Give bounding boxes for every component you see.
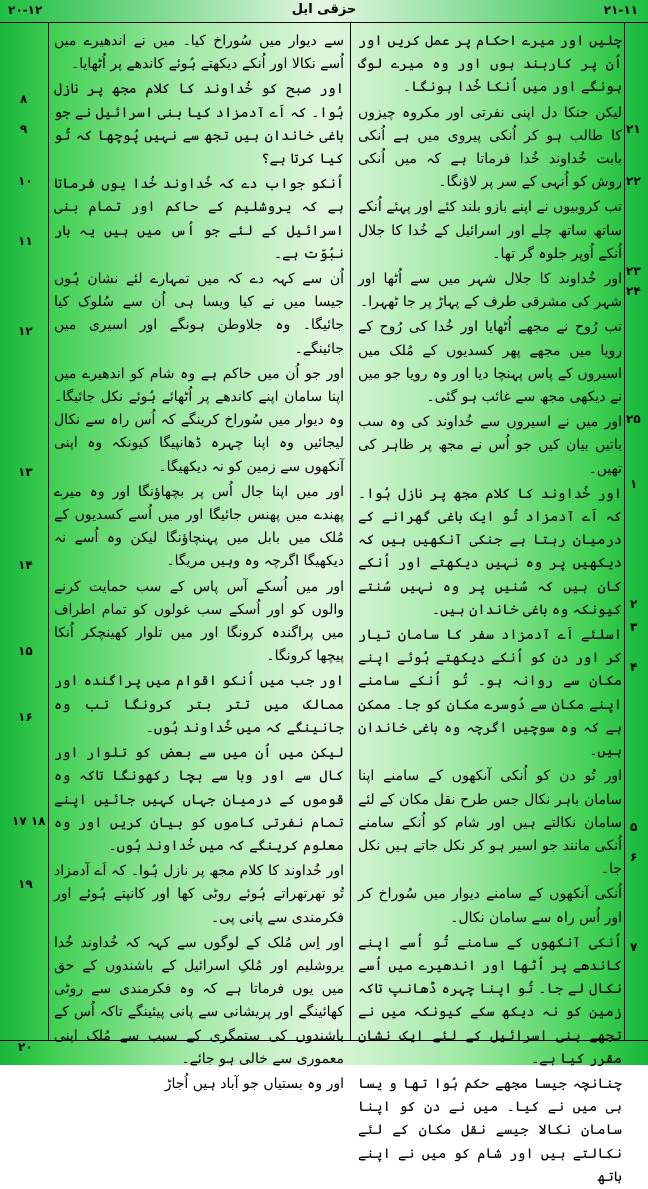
left-text-column (54, 30, 344, 1092)
chapter-range-right: ۲۱-۱۱ (603, 3, 638, 17)
chapter-range-left: ۲۰-۱۲ (8, 3, 43, 17)
book-title: حزقی ایل (291, 2, 357, 17)
verse-paragraph: اور خُداوند کا جلال شہر میں سے اُٹھا اور شہر کی مشرقی طرف کے پہاڑ پر جا ٹھہرا۔ (358, 271, 622, 311)
verse-number: ۴ (630, 660, 638, 674)
verse-paragraph: اور وہ بستیاں جو آباد ہیں اُجاڑ (164, 1075, 344, 1092)
verse-number: ۱۰ (18, 174, 33, 188)
verse-paragraph: اسلئے اَے آدمزاد سفر کا سامان تیار کر اور دن کو اُنکے دیکھتے ہُوئے اپنے مکان سے روانہ ہو۔ تُو اُنکے سامنے اپنے مکان سے دُوسرے مکان کو جا۔ ممکن ہے کہ وہ سوچیں اگرچہ وہ باغی خاندان ہیں۔ (358, 627, 622, 760)
verse-paragraph: تب کروبیوں نے اپنے بازو بلند کئے اور پہئے اُنکے ساتھ ساتھ چلے اور اسرائیل کے خُدا کا جلال اُنکے اُوپر جلوہ گر تھا۔ (358, 199, 622, 262)
verse-number: ۲۴ (626, 284, 641, 298)
verse-number: ۱ (630, 477, 638, 491)
verse-number: ۹ (20, 122, 28, 136)
verse-paragraph: لیکن جنکا دل اپنی نفرتی اور مکروہ چیزوں کا طالب ہو کر اُنکی پیروی میں ہے اُنکی بابت خُداوند خُدا فرماتا ہے کہ میں اُنکی روش کو اُنہی کے سر پر لاؤنگا۔ (358, 104, 622, 191)
verse-number: ۱۲ (18, 324, 33, 338)
verse-paragraph: اور جو اُن میں حاکم ہے وہ شام کو اندھیرے میں اپنا سامان اپنے کاندھے پر اُٹھائے ہُوئے نکل جائیگا۔ وہ دیوار میں سُوراخ کرینگے کہ اُس راہ سے نکال لیجائیں وہ اپنا چہرہ ڈھانپیگا کیونکہ وہ اپنی آنکھوں سے زمین کو نہ دیکھیگا۔ (54, 365, 344, 475)
verse-number: ۲ (630, 597, 638, 611)
verse-number: ۱۵ (18, 644, 33, 658)
verse-paragraph: اُنکی آنکھوں کے سامنے تُو اُسے اپنے کاندھے پر اُٹھا اور اندھیرے میں اُسے نکال لے جا۔ تُو اپنا چہرہ ڈھانپ تاکہ زمین کو نہ دیکھ سکے کیونکہ میں نے تجھے بنی اسرائیل کے لئے ایک نشان مقرر کیا ہے۔ (358, 934, 622, 1067)
column-rule-outer-left (48, 22, 49, 1041)
verse-paragraph: اور تُو دن کو اُنکی آنکھوں کے سامنے اپنا سامان باہر نکال جس طرح نقل مکان کے لئے سامان نکالتے ہیں اور شام کو اُنکے سامنے اُنکی مانند جو اسیر ہو کر نکل جاتے ہیں نکل جا۔ (358, 768, 622, 878)
verse-paragraph: اور میں اُسکے آس پاس کے سب حمایت کرنے والوں کو اور اُسکے سب غولوں کو تمام اطراف میں پراگندہ کرونگا اور میں تلوار کھینچکر اُنکا پیچھا کرونگا۔ (54, 578, 344, 665)
verse-paragraph: سے دیوار میں سُوراخ کیا۔ میں نے اندھیرے میں اُسے نکالا اور اُنکے دیکھتے ہُوئے کاندھے پر اُٹھایا۔ (54, 33, 344, 73)
verse-paragraph: اور خُداوند کا کلام مجھ پر نازل ہُوا۔ کہ اَے آدمزاد تُو تھرتھراتے ہُوئے روٹی کھا اور کانپتے ہُوئے اور فکرمندی سے پانی پی۔ (54, 863, 344, 926)
verse-number: ۲۲ (626, 174, 641, 188)
verse-paragraph: اُن سے کہہ دے کہ میں تمہارے لئے نشان ہُوں جیسا میں نے کیا ویسا ہی اُن سے سُلوک کیا جائیگا۔ وہ جلاوطن ہونگے اور اسیری میں جائینگے۔ (54, 271, 344, 357)
column-rule-outer-right (624, 22, 625, 1041)
verse-paragraph: اور اِس مُلک کے لوگوں سے کہہ کہ خُداوند خُدا یروشلیم اور مُلکِ اسرائیل کے باشندوں کے حق میں یوں فرماتا ہے کہ وہ فکرمندی سے روٹی کھائینگے اور پریشانی سے پانی پیئینگے تاکہ اُس کے باشندوں کی ستمگری کے سبب سے مُلک اپنی معموری سے خالی ہو جائے۔ (54, 934, 344, 1067)
verse-paragraph: اور خُداوند کا کلام مجھ پر نازل ہُوا۔ کہ اَے آدمزاد تُو ایک باغی گھرانے کے درمیان رہتا ہے جنکی آنکھیں ہیں کہ دیکھیں پر وہ نہیں دیکھتے اور اُنکے کان ہیں کہ سُنیں پر وہ نہیں سُنتے کیونکہ وہ باغی خاندان ہیں۔ (358, 485, 622, 618)
verse-paragraph: اور جب میں اُنکو اقوام میں پراگندہ اور ممالک میں تتر بتر کرونگا تب وہ جانینگے کہ میں خُداوند ہُوں۔ (54, 673, 344, 736)
verse-number: ۳ (630, 620, 638, 634)
verse-number: ۲۰ (18, 1040, 33, 1054)
column-rule-center (350, 22, 351, 1041)
verse-number: ۱۱ (18, 234, 33, 248)
right-text-column (358, 30, 622, 1185)
verse-paragraph: اُنکو جواب دے کہ خُداوند خُدا یوں فرماتا ہے کہ یروشلیم کے حاکم اور تمام بنی اسرائیل کے لئے جو اُس میں ہیں یہ بار نبُوّت ہے۔ (54, 176, 344, 262)
verse-paragraph: لیکن میں اُن میں سے بعض کو تلوار اور کال سے اور وبا سے بچا رکھونگا تاکہ وہ قوموں کے درمیان جہاں کہیں جائیں اپنے تمام نفرتی کاموں کو بیان کریں اور وہ معلوم کرینگے کہ میں خُداوند ہُوں۔ (54, 745, 344, 854)
verse-number: ۵ (630, 820, 638, 834)
verse-paragraph: چنانچہ جیسا مجھے حکم ہُوا تھا و یسا ہی میں نے کیا۔ میں نے دن کو اپنا سامان نکالا جیسے نقل مکان کے لئے نکالتے ہیں اور شام کو میں نے اپنے ہاتھ (358, 1075, 622, 1185)
verse-number: ۲۱ (626, 122, 641, 136)
verse-paragraph: اُنکی آنکھوں کے سامنے دیوار میں سُوراخ کر اور اُس راہ سے سامان نکال۔ (358, 886, 622, 926)
verse-number: ۶ (630, 850, 638, 864)
verse-paragraph: اور میں اپنا جال اُس پر بچھاؤنگا اور وہ میرے پھندے میں پھنس جائیگا اور میں اُسے کسدیوں کے مُلک میں بابل میں پہنچاؤنگا لیکن وہ اُسے نہ دیکھیگا اگرچہ وہ وہیں مریگا۔ (54, 483, 344, 570)
page-header (0, 0, 648, 23)
verse-number: ۲۵ (626, 412, 641, 426)
verse-number: ۱۴ (18, 558, 33, 572)
verse-paragraph: اور میں نے اسیروں سے خُداوند کی وہ سب باتیں بیان کیں جو اُس نے مجھ پر ظاہر کی تھیں۔ (358, 414, 622, 477)
verse-number: ۱۷ ۱۸ (12, 814, 46, 828)
verse-number: ۲۳ (626, 264, 641, 278)
verse-number: ۱۳ (18, 465, 33, 479)
verse-paragraph: اور صبح کو خُداوند کا کلام مجھ پر نازل ہُوا۔ کہ اَے آدمزاد کیا بنی اسرائیل نے جو باغی خاندان ہیں تجھ سے نہیں پُوچھا کہ تُو کیا کرتا ہے؟ (54, 81, 344, 168)
verse-number: ۷ (630, 940, 638, 954)
verse-number: ۱۶ (18, 710, 33, 724)
verse-paragraph: تب رُوح نے مجھے اُٹھایا اور خُدا کی رُوح کے رویا میں مجھے پھر کسدیوں کے مُلک میں اسیروں کے پاس پہنچا دیا اور وہ رویا جو میں نے دیکھی مجھ سے غائب ہو گئی۔ (358, 319, 622, 406)
verse-paragraph: چلیں اور میرے احکام پر عمل کریں اور اُن پر کاربند ہوں اور وہ میرے لوگ ہونگے اور میں اُنکا خُدا ہونگا۔ (358, 33, 622, 96)
verse-number: ۸ (20, 92, 28, 106)
verse-number: ۱۹ (18, 877, 33, 891)
